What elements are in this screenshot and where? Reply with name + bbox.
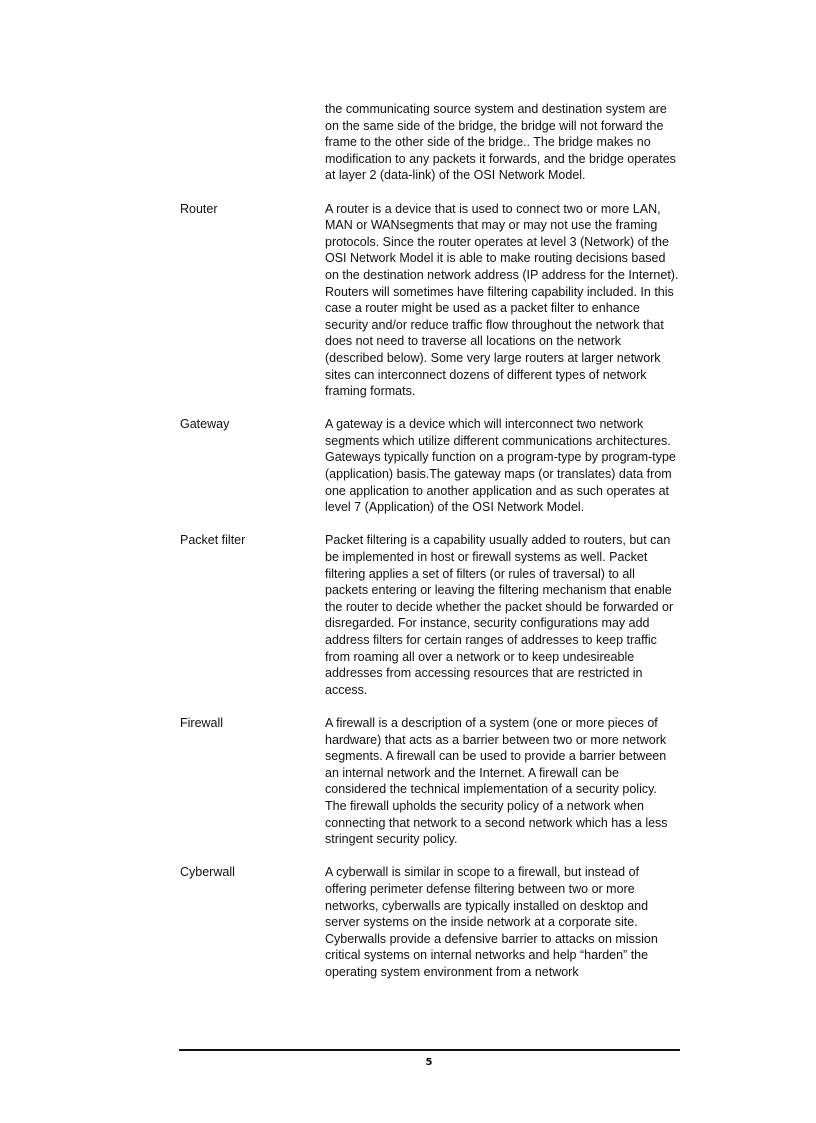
- term-label: Gateway: [180, 417, 230, 432]
- term-definition: Packet filtering is a capability usually added to routers, but can be implemented in host or firewall systems as well. Packet filtering applies a set of filters (or rules of traversal) to all packets entering or leaving the filtering mechanism that enable the router to decide whether the packet should be forwarded or disregarded. For instance, security configurations may add address filters for certain ranges of addresses to keep traffic from roaming all over a network or to keep undesireable addresses from accessing resources that are restricted in access.: [325, 533, 674, 697]
- glossary-entry-cyberwall: [180, 864, 680, 980]
- bridge-definition-continuation: the communicating source system and destination system are on the same side of the bridge, the bridge will not forward the frame to the other side of the bridge.. The bridge makes no modification to any packets it forwards, and the bridge operates at layer 2 (data-link) of the OSI Network Model.: [325, 102, 676, 183]
- term-label: Router: [180, 201, 218, 216]
- glossary-entry-packet-filter: [180, 532, 680, 698]
- page-number: 5: [425, 1057, 433, 1068]
- footer-divider: [179, 1049, 680, 1051]
- term-label: Firewall: [180, 715, 224, 730]
- term-definition: A router is a device that is used to connect two or more LAN, MAN or WANsegments that may or may not use the framing protocols. Since the router operates at level 3 (Network) of the OSI Network Model it is able to make routing decisions based on the destination network address (IP address for the Internet). Routers will sometimes have filtering capability included. In this case a router might be used as a packet filter to enhance security and/or reduce traffic flow throughout the network that does not need to traverse all locations on the network (described below). Some very large routers at larger network sites can interconnect dozens of different types of network framing formats.: [325, 201, 679, 399]
- glossary-entry-firewall: [180, 715, 680, 848]
- glossary-entry-router: [180, 201, 680, 400]
- term-definition: A firewall is a description of a system (one or more pieces of hardware) that acts as a barrier between two or more network segments. A firewall can be used to provide a barrier between an internal network and the Internet. A firewall can be considered the technical implementation of a security policy. The firewall upholds the security policy of a network when connecting that network to a second network which has a less stringent security policy.: [325, 715, 668, 847]
- glossary-content: [180, 101, 680, 997]
- term-label: Packet filter: [180, 533, 246, 548]
- term-definition: A cyberwall is similar in scope to a firewall, but instead of offering perimeter defense filtering between two or more networks, cyberwalls are typically installed on desktop and server systems on the inside network at a corporate site. Cyberwalls provide a defensive barrier to attacks on mission critical systems on internal networks and help “harden” the operating system environment from a network: [325, 865, 658, 979]
- term-definition: A gateway is a device which will interconnect two network segments which utilize different communications architectures. Gateways typically function on a program-type by program-type (application) basis.The gateway maps (or translates) data from one application to another application and as such operates at level 7 (Application) of the OSI Network Model.: [325, 417, 676, 515]
- term-label: Cyberwall: [180, 865, 235, 880]
- glossary-entry-gateway: [180, 416, 680, 516]
